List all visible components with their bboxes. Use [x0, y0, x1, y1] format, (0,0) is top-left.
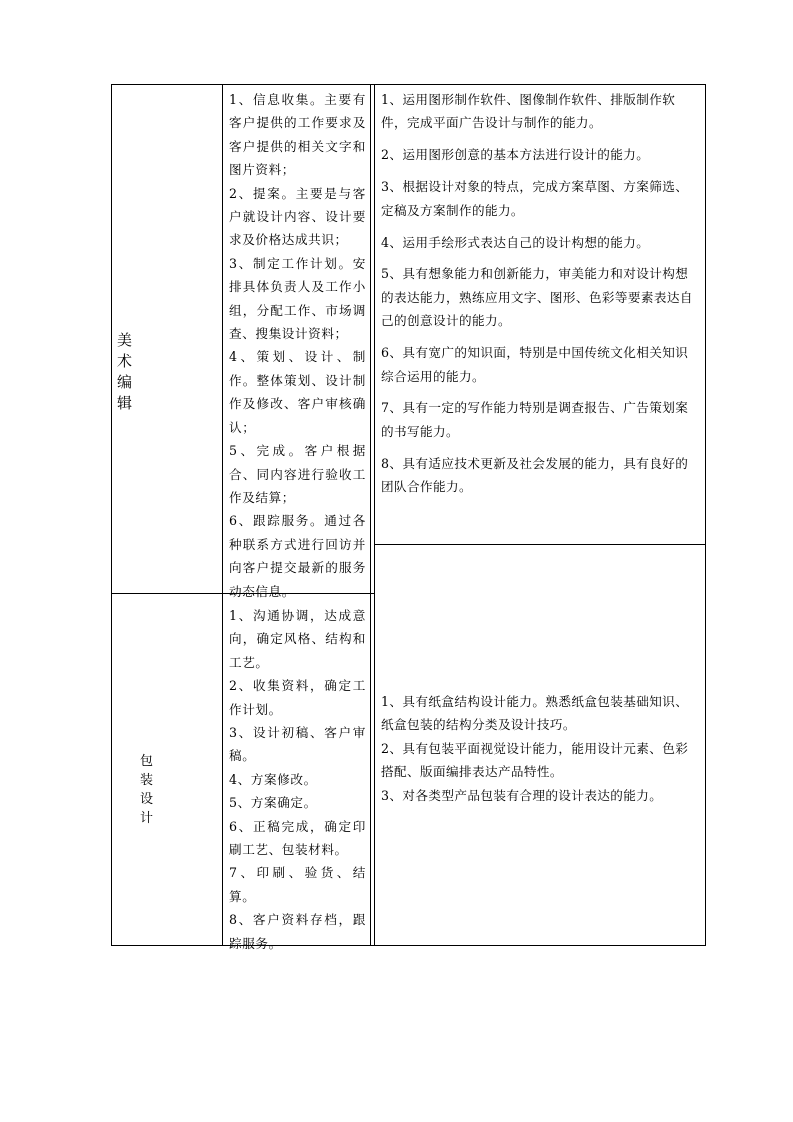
ability-item: 1、具有纸盒结构设计能力。熟悉纸盒包装基础知识、纸盒包装的结构分类及设计技巧。 [381, 694, 689, 733]
work-step: 4、策划、设计、制作。整体策划、设计制作及修改、客户审核确认； [229, 349, 366, 435]
ability-item: 2、具有包装平面视觉设计能力，能用设计元素、色彩搭配、版面编排表达产品特性。 [381, 740, 689, 780]
work-step: 1、信息收集。主要有客户提供的工作要求及客户提供的相关文字和图片资料； [229, 92, 366, 178]
table-border-top [111, 84, 706, 85]
ability-item: 8、具有适应技术更新及社会发展的能力，具有良好的团队合作能力。 [381, 455, 689, 495]
abilities-packaging-design [381, 690, 701, 807]
column-divider-2b [374, 84, 375, 946]
work-steps-art-editor [229, 88, 366, 603]
work-step: 7、印刷、验货、结算。 [229, 865, 366, 904]
ability-item: 4、运用手绘形式表达自己的设计构想的能力。 [381, 234, 650, 250]
abilities-art-editor [381, 88, 701, 507]
ability-item: 3、对各类型产品包装有合理的设计表达的能力。 [381, 787, 663, 803]
table-border-bottom [111, 945, 706, 946]
work-steps-packaging-design [229, 604, 366, 955]
row-divider-right [374, 544, 706, 545]
table-border-right [705, 84, 706, 946]
work-step: 5、完成。客户根据合、同内容进行验收工作及结算； [229, 443, 366, 505]
work-step: 2、提案。主要是与客户就设计内容、设计要求及价格达成共识； [229, 185, 366, 248]
column-divider-1 [222, 84, 223, 946]
work-step: 5、方案确定。 [229, 795, 317, 811]
work-step: 4、方案修改。 [229, 771, 317, 787]
job-title-packaging-design: 包装设计 [140, 754, 154, 826]
ability-item: 5、具有想象能力和创新能力，审美能力和对设计构想的表达能力，熟练应用文字、图形、色彩等要素表达自己的创意设计的能力。 [381, 266, 693, 329]
work-step: 3、设计初稿、客户审稿。 [229, 725, 366, 764]
table-border-left [111, 84, 112, 946]
ability-item: 6、具有宽广的知识面，特别是中国传统文化相关知识综合运用的能力。 [381, 345, 689, 384]
work-step: 1、沟通协调，达成意向，确定风格、结构和工艺。 [229, 608, 366, 670]
work-step: 6、正稿完成，确定印刷工艺、包装材料。 [229, 818, 366, 858]
work-step: 8、客户资料存档，跟踪服务。 [229, 912, 366, 951]
ability-item: 7、具有一定的写作能力特别是调查报告、广告策划案的书写能力。 [381, 400, 689, 439]
work-step: 2、收集资料，确定工作计划。 [229, 678, 366, 717]
work-step: 3、制定工作计划。安排具体负责人及工作小组，分配工作、市场调查、搜集设计资料； [229, 255, 366, 342]
ability-item: 1、运用图形制作软件、图像制作软件、排版制作软件，完成平面广告设计与制作的能力。 [381, 92, 676, 131]
ability-item: 2、运用图形创意的基本方法进行设计的能力。 [381, 147, 650, 163]
column-divider-2a [370, 84, 371, 946]
ability-item: 3、根据设计对象的特点，完成方案草图、方案筛选、定稿及方案制作的能力。 [381, 179, 689, 218]
job-title-art-editor: 美术编辑 [117, 331, 133, 412]
work-step: 6、跟踪服务。通过各种联系方式进行回访并向客户提交最新的服务动态信息。 [229, 513, 366, 599]
